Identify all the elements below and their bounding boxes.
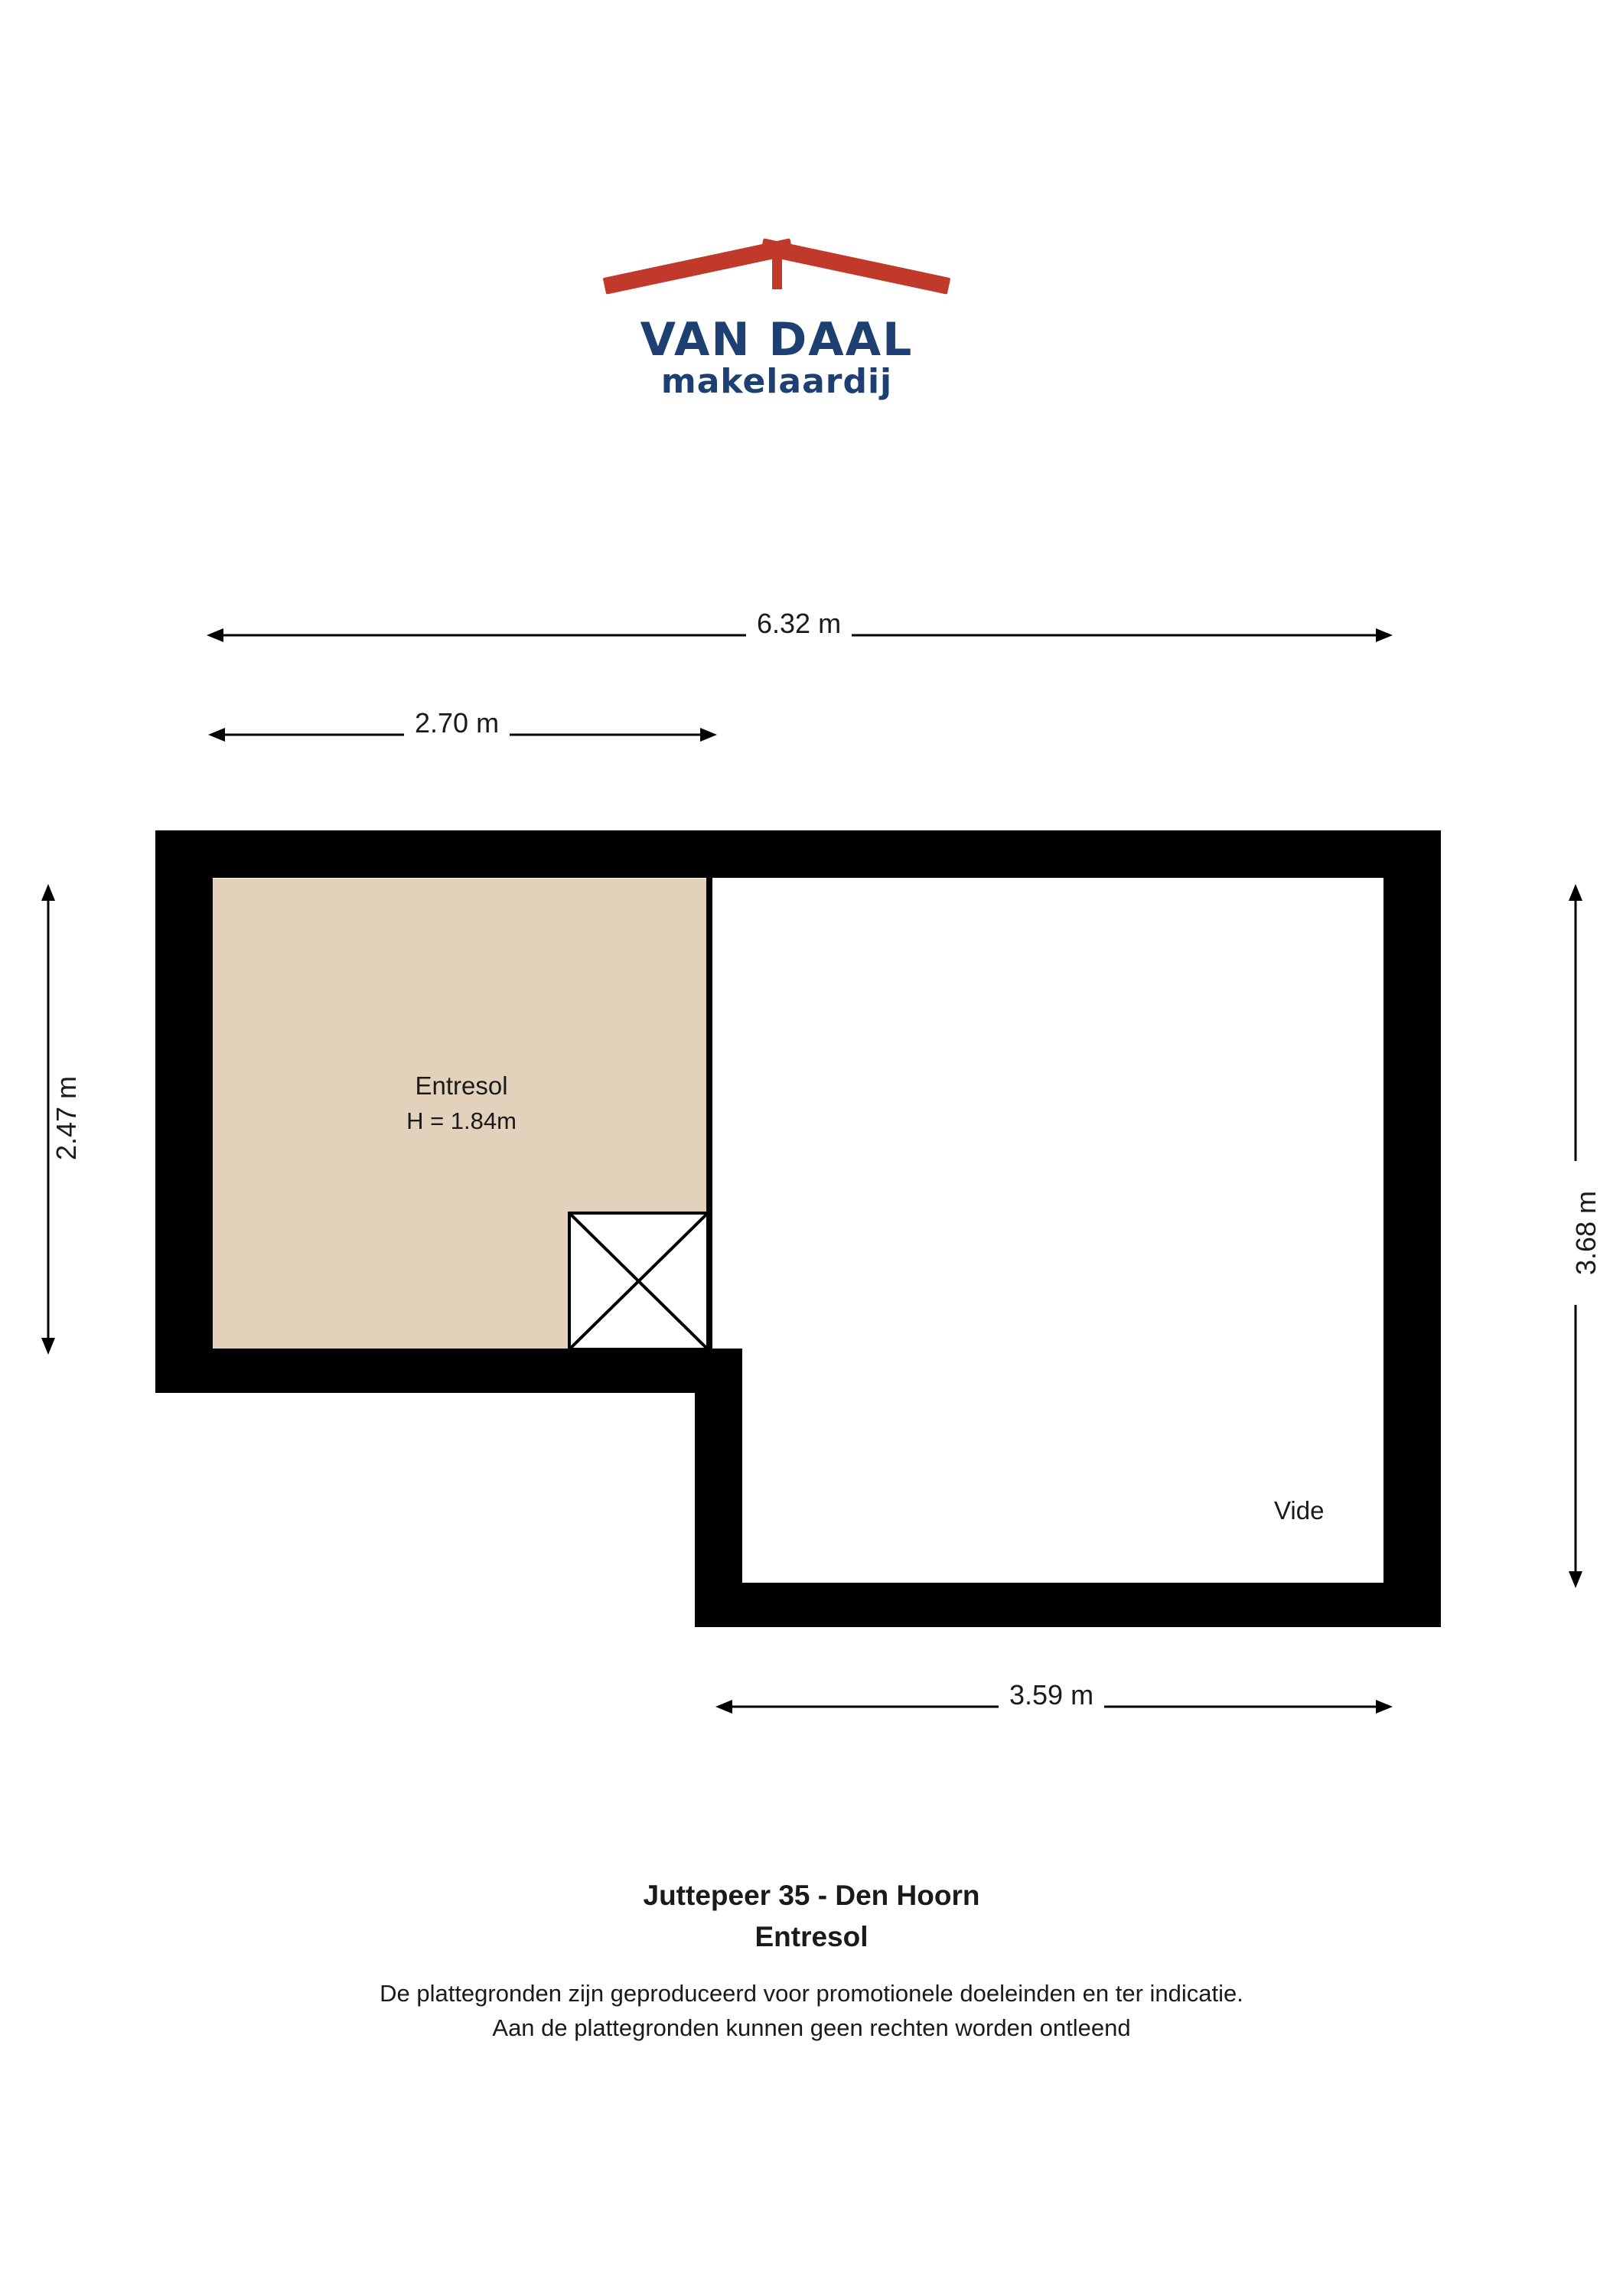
dimension-bottom-label: 3.59 m [999, 1679, 1104, 1711]
stair-x-icon [568, 1212, 709, 1351]
logo-company-name: VAN DAAL [640, 313, 914, 367]
dimension-left-label: 2.47 m [51, 1046, 83, 1190]
footer-disclaimer-line-1: De plattegronden zijn geproduceerd voor promotionele doeleinden en ter indicatie. [380, 1980, 1243, 2007]
footer-address: Juttepeer 35 - Den Hoorn [643, 1880, 980, 1911]
wall-bottom-left [155, 1349, 710, 1393]
logo-company-subtitle: makelaardij [660, 362, 893, 401]
vide-room-fill [710, 879, 1383, 1583]
plan-footer [0, 1875, 1623, 2046]
room-label-entresol-name: Entresol [415, 1071, 508, 1100]
wall-middle-vertical [695, 1349, 742, 1587]
footer-disclaimer-line-2: Aan de plattegronden kunnen geen rechten worden ontleend [492, 2014, 1131, 2042]
dimension-top-inner-label: 2.70 m [404, 707, 510, 739]
dimension-right-label: 3.68 m [1570, 1161, 1602, 1305]
wall-left [155, 830, 213, 1366]
room-label-entresol [289, 1071, 634, 1135]
room-label-entresol-height: H = 1.84m [406, 1107, 517, 1134]
footer-floor: Entresol [754, 1920, 869, 1952]
room-label-vide: Vide [1274, 1496, 1325, 1525]
wall-bottom-right [695, 1583, 1441, 1627]
wall-right [1383, 830, 1441, 1627]
dimension-top-outer-label: 6.32 m [746, 608, 852, 640]
wall-top [155, 830, 1441, 878]
